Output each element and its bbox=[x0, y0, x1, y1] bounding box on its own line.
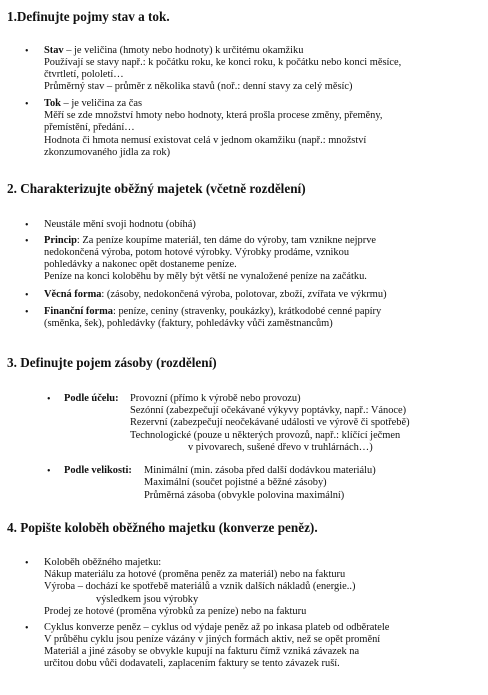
princip-line-3: pohledávky a nakonec opět dostaneme peníze. bbox=[44, 259, 237, 270]
princip-line-4: Peníze na konci koloběhu by měly být větší ne vynaložené peníze na začátku. bbox=[44, 271, 367, 282]
princip-line-2: nedokončená výroba, potom hotové výrobky. Výrobky prodáme, vznikou bbox=[44, 247, 350, 258]
s4-b1-line-4: výsledkem jsou výrobky bbox=[96, 594, 199, 605]
stav-line-2: Používají se stavy např.: k počátku roku, ke konci roku, k počátku nebo konci měsíce, bbox=[44, 57, 402, 68]
velikost-line-3: Průměrná zásoba (obvykle polovina maximální) bbox=[144, 490, 345, 501]
bullet: • bbox=[25, 236, 29, 247]
stav-line-3: čtvrtletí, pololetí… bbox=[44, 69, 124, 80]
vecna-forma-line: Věcná forma: (zásoby, nedokončená výroba, polotovar, zboží, zvířata ve výkrmu) bbox=[44, 289, 387, 300]
section-2-heading: 2. Charakterizujte oběžný majetek (včetně rozdělení) bbox=[7, 181, 306, 196]
bullet: • bbox=[25, 558, 29, 569]
s4-b1-line-2: Nákup materiálu za hotové (proměna peněz za materiál) nebo na fakturu bbox=[44, 569, 346, 580]
tok-line-4: Hodnota či hmota nemusí existovat celá v jednom okamžiku (např.: množství bbox=[44, 135, 367, 146]
tok-term: Tok bbox=[44, 98, 61, 109]
princip-line-1: Princip: Za peníze koupíme materiál, ten dáme do výroby, tam vznikne nejprve bbox=[44, 235, 377, 246]
tok-line-1 bbox=[44, 98, 142, 110]
vecna-term: Věcná forma bbox=[44, 289, 102, 300]
stav-line-4: Průměrný stav – průměr z několika stavů (noř.: denní stavy za celý měsíc) bbox=[44, 81, 353, 92]
bullet: • bbox=[25, 307, 29, 318]
ucel-line-5: v pivovarech, sušené dřevo v truhlárnách…) bbox=[188, 442, 373, 453]
s4-b1-line-3: Výroba – dochází ke spotřebě materiálů a vznik dalších nákladů (energie..) bbox=[44, 581, 356, 592]
bullet: • bbox=[25, 99, 29, 110]
bullet: • bbox=[25, 623, 29, 634]
section-1-heading: 1.Definujte pojmy stav a tok. bbox=[7, 9, 170, 24]
ucel-line-4: Technologické (pouze u některých provozů, např.: klíčící ječmen bbox=[130, 430, 401, 441]
bullet: • bbox=[25, 290, 29, 301]
ucel-line-3: Rezervní (zabezpečují neočekávané události ve výrově či spotřebě) bbox=[130, 417, 410, 428]
financni-forma-line-2: (směnka, šek), pohledávky (faktury, pohledávky vůči zaměstnancům) bbox=[44, 318, 333, 329]
bullet: • bbox=[47, 466, 51, 477]
s2-bullet-1: Neustále mění svoji hodnotu (obíhá) bbox=[44, 219, 196, 230]
princip-term: Princip bbox=[44, 235, 77, 246]
tok-line-2: Měří se zde množství hmoty nebo hodnoty, která prošla procese změny, přeměny, bbox=[44, 110, 383, 121]
s4-b1-line-5: Prodej ze hotové (proměna výrobků za peníze) nebo na fakturu bbox=[44, 606, 307, 617]
s4-b2-line-4: určitou dobu vůči dodavateli, zaplacením faktury se tento závazek ruší. bbox=[44, 658, 340, 669]
financni-term: Finanční forma bbox=[44, 306, 113, 317]
tok-line-5: zkonzumovaného jídla za rok) bbox=[44, 147, 171, 158]
ucel-term: Podle účelu: bbox=[64, 393, 119, 404]
bullet: • bbox=[47, 394, 51, 405]
tok-def: – je veličina za čas bbox=[60, 98, 143, 109]
velikost-line-2: Maximální (součet pojistné a běžné zásoby) bbox=[144, 477, 327, 488]
s4-b2-line-1: Cyklus konverze peněz – cyklus od výdaje peněz až po inkasa plateb od odběratele bbox=[44, 622, 390, 633]
stav-term: Stav bbox=[44, 45, 64, 56]
velikost-line-1: Minimální (min. zásoba před další dodávkou materiálu) bbox=[144, 465, 376, 476]
bullet: • bbox=[25, 220, 29, 231]
ucel-line-2: Sezónní (zabezpečují očekávané výkyvy poptávky, např.: Vánoce) bbox=[130, 405, 407, 416]
section-4-heading: 4. Popište koloběh oběžného majetku (konverze peněz). bbox=[7, 520, 318, 535]
stav-def: – je veličina (hmoty nebo hodnoty) k určitému okamžiku bbox=[63, 45, 304, 56]
ucel-line-1: Provozní (přímo k výrobě nebo provozu) bbox=[130, 393, 301, 404]
velikost-term: Podle velikosti: bbox=[64, 465, 132, 476]
s4-b1-line-1: Koloběh oběžného majetku: bbox=[44, 557, 162, 568]
s4-b2-line-2: V průběhu cyklu jsou peníze vázány v jiných formách aktiv, než se opět promění bbox=[44, 634, 381, 645]
section-3-heading: 3. Definujte pojem zásoby (rozdělení) bbox=[7, 355, 217, 370]
tok-line-3: přemístění, předání… bbox=[44, 122, 135, 133]
financni-forma-line-1: Finanční forma: peníze, ceniny (stravenky, poukázky), krátkodobé cenné papíry bbox=[44, 306, 382, 317]
stav-line-1 bbox=[44, 45, 303, 57]
s4-b2-line-3: Materiál a jiné zásoby se obvykle kupují na fakturu čímž vzniká závazek na bbox=[44, 646, 360, 657]
bullet: • bbox=[25, 46, 29, 57]
